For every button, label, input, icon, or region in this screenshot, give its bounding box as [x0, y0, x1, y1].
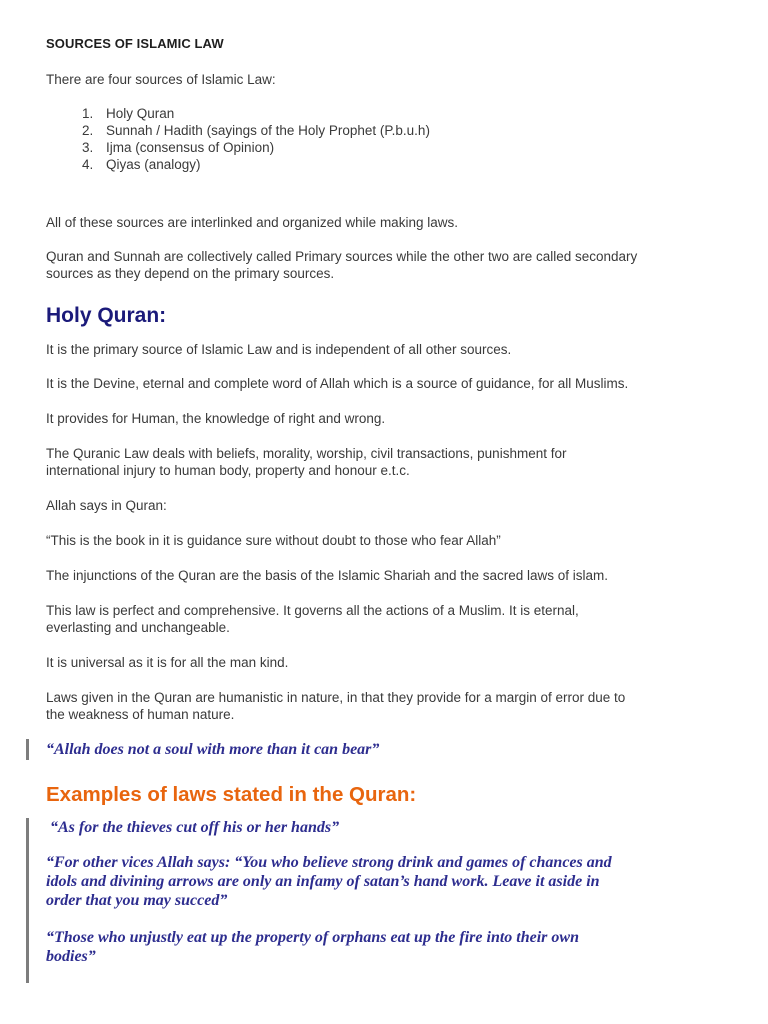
example-quote-thieves: “As for the thieves cut off his or her hands”	[50, 819, 340, 836]
blockquote-bar	[26, 739, 29, 760]
quran-paragraph: Laws given in the Quran are humanistic in nature, in that they provide for a margin of error due to	[46, 690, 626, 705]
example-quote-vices: order that you may succed”	[46, 892, 228, 909]
quote-bear: “Allah does not a soul with more than it can bear”	[46, 741, 380, 758]
quran-paragraph: everlasting and unchangeable.	[46, 620, 230, 635]
example-quote-orphans: bodies”	[46, 948, 96, 965]
quran-paragraph: It is the Devine, eternal and complete word of Allah which is a source of guidance, for all Muslims.	[46, 376, 629, 391]
example-quote-vices: idols and divining arrows are only an infamy of satan’s hand work. Leave it aside in	[46, 873, 600, 890]
blockquote-bar	[26, 818, 29, 983]
example-quote-vices: “For other vices Allah says: “You who believe strong drink and games of chances and	[46, 854, 612, 871]
quran-paragraph: It is the primary source of Islamic Law and is independent of all other sources.	[46, 342, 512, 357]
sources-list	[82, 105, 430, 173]
quran-paragraph: This law is perfect and comprehensive. It governs all the actions of a Muslim. It is eternal,	[46, 603, 579, 618]
examples-heading: Examples of laws stated in the Quran:	[46, 783, 417, 806]
list-item: 2. Sunnah / Hadith (sayings of the Holy Prophet (P.b.u.h)	[82, 123, 430, 138]
quran-paragraph: the weakness of human nature.	[46, 707, 235, 722]
quran-paragraph: Allah says in Quran:	[46, 498, 167, 513]
quran-paragraph: The injunctions of the Quran are the basis of the Islamic Shariah and the sacred laws of islam.	[46, 568, 609, 583]
list-item: 4. Qiyas (analogy)	[82, 157, 201, 172]
primary-sources-line-2: sources as they depend on the primary sources.	[46, 266, 335, 281]
quran-paragraph: international injury to human body, property and honour e.t.c.	[46, 463, 410, 478]
quran-paragraph: The Quranic Law deals with beliefs, morality, worship, civil transactions, punishment for	[46, 446, 567, 461]
quran-paragraph: It provides for Human, the knowledge of right and wrong.	[46, 411, 386, 426]
example-quote-orphans: “Those who unjustly eat up the property of orphans eat up the fire into their own	[46, 929, 579, 946]
primary-sources-line-1: Quran and Sunnah are collectively called Primary sources while the other two are called secondary	[46, 249, 638, 264]
list-item: 1. Holy Quran	[82, 106, 175, 121]
quran-paragraph: It is universal as it is for all the man kind.	[46, 655, 289, 670]
holy-quran-heading: Holy Quran:	[46, 304, 167, 327]
page-title: SOURCES OF ISLAMIC LAW	[46, 36, 224, 51]
interlinked-paragraph: All of these sources are interlinked and organized while making laws.	[46, 215, 458, 230]
quran-paragraph: “This is the book in it is guidance sure without doubt to those who fear Allah”	[46, 533, 501, 548]
intro-paragraph: There are four sources of Islamic Law:	[46, 72, 276, 87]
list-item: 3. Ijma (consensus of Opinion)	[82, 140, 275, 155]
